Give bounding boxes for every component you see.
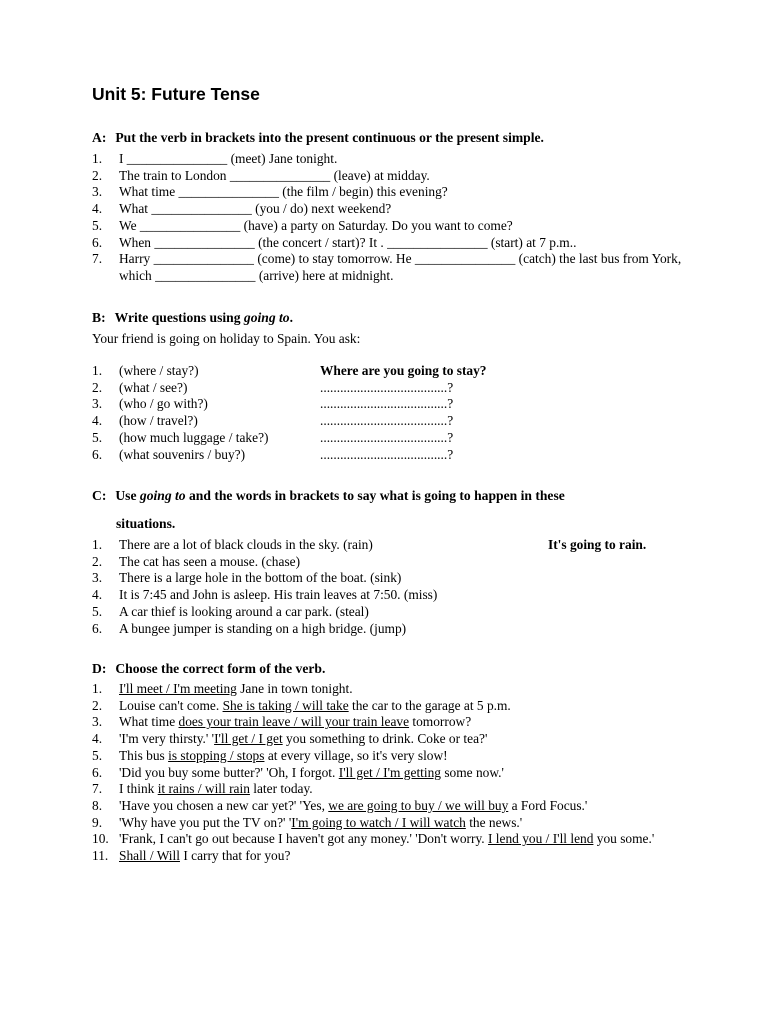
item-text-before: 'Have you chosen a new car yet?' 'Yes, — [119, 797, 329, 813]
item-number: 2. — [92, 553, 103, 569]
list-item — [92, 798, 688, 815]
section-d-instruction: Choose the correct form of the verb. — [115, 661, 326, 676]
item-prompt: (who / go with?) — [119, 396, 208, 412]
section-a-instruction: Put the verb in brackets into the present continuous or the present simple. — [115, 130, 544, 145]
section-c-heading — [92, 488, 565, 504]
list-item — [92, 554, 688, 571]
item-number: 2. — [92, 697, 103, 713]
item-number: 4. — [92, 731, 103, 747]
item-text: The train to London _______________ (leave) at midday. — [119, 167, 430, 183]
list-item — [92, 781, 688, 798]
item-prompt: (where / stay?) — [119, 363, 199, 378]
item-number: 3. — [92, 184, 103, 200]
item-number: 4. — [92, 413, 103, 429]
verb-choice: I'll get / I get — [214, 731, 283, 747]
list-item — [92, 570, 688, 587]
list-item — [92, 201, 688, 218]
list-item — [92, 765, 688, 782]
item-number: 6. — [92, 234, 103, 250]
list-item — [92, 184, 688, 201]
item-number: 2. — [92, 167, 103, 183]
section-a-list — [92, 151, 688, 285]
item-text-before: Louise can't come. — [119, 697, 223, 713]
item-text-after: you something to drink. Coke or tea?' — [282, 731, 488, 747]
verb-choice: does your train leave / will your train leave — [178, 714, 410, 730]
item-number: 7. — [92, 781, 103, 797]
item-text-before: 'I'm very thirsty.' ' — [119, 731, 215, 747]
verb-choice: we are going to buy / we will buy — [328, 797, 509, 813]
verb-choice: I lend you / I'll lend — [487, 831, 594, 847]
item-answer: ......................................? — [320, 413, 454, 429]
item-number: 4. — [92, 587, 103, 603]
section-a-heading — [92, 130, 544, 146]
item-text-before: 'Did you buy some butter?' 'Oh, I forgot. — [119, 764, 339, 780]
item-number: 5. — [92, 603, 103, 619]
section-c-list — [92, 537, 688, 637]
item-number: 3. — [92, 714, 103, 730]
item-text: Harry _______________ (come) to stay tomorrow. He _______________ (catch) the last bus from York, which _______________ (arrive) here at midnight. — [119, 251, 682, 283]
section-b-intro: Your friend is going on holiday to Spain. You ask: — [92, 331, 361, 346]
item-answer: ......................................? — [320, 446, 454, 462]
item-text-before: 'Frank, I can't go out because I haven't got any money.' 'Don't worry. — [119, 831, 488, 847]
list-item — [92, 151, 688, 168]
item-number: 1. — [92, 681, 103, 696]
item-text-before: What time — [119, 714, 179, 730]
list-item — [92, 621, 688, 638]
item-number: 6. — [92, 620, 103, 636]
item-number: 11. — [92, 848, 109, 864]
item-text-after: you some.' — [593, 831, 655, 847]
item-prompt: (what souvenirs / buy?) — [119, 446, 246, 462]
section-d-list — [92, 681, 688, 865]
list-item — [92, 815, 688, 832]
list-item — [92, 413, 688, 430]
item-number: 8. — [92, 797, 103, 813]
item-number: 3. — [92, 570, 103, 586]
list-item — [92, 537, 688, 554]
item-text-after: tomorrow? — [409, 714, 472, 730]
item-text-before: I think — [119, 781, 158, 797]
list-item — [92, 218, 688, 235]
list-item — [92, 168, 688, 185]
item-answer: ......................................? — [320, 429, 454, 445]
item-text-after: I carry that for you? — [179, 848, 291, 864]
item-text: I _______________ (meet) Jane tonight. — [119, 151, 338, 166]
section-d-letter: D: — [92, 661, 107, 676]
section-c-letter: C: — [92, 488, 107, 503]
section-b-instruction-emphasis: going to — [243, 310, 290, 325]
item-number: 5. — [92, 429, 103, 445]
list-item — [92, 731, 688, 748]
verb-choice: I'm going to watch / I will watch — [291, 814, 466, 830]
item-number: 4. — [92, 201, 103, 217]
verb-choice: is stopping / stops — [168, 747, 265, 763]
list-item — [92, 380, 688, 397]
item-text: A bungee jumper is standing on a high bridge. (jump) — [119, 620, 407, 636]
item-number: 6. — [92, 764, 103, 780]
item-number: 5. — [92, 217, 103, 233]
item-text: When _______________ (the concert / start)? It . _______________ (start) at 7 p.m.. — [119, 234, 577, 250]
item-prompt: (what / see?) — [119, 379, 188, 395]
list-item — [92, 587, 688, 604]
item-number: 6. — [92, 446, 103, 462]
list-item — [92, 447, 688, 464]
verb-choice: Shall / Will — [119, 848, 180, 864]
list-item — [92, 251, 688, 284]
item-number: 7. — [92, 251, 103, 267]
list-item — [92, 430, 688, 447]
verb-choice: it rains / will rain — [157, 781, 250, 797]
item-number: 1. — [92, 151, 103, 166]
item-text-after: the car to the garage at 5 p.m. — [348, 697, 511, 713]
item-text-before: This bus — [119, 747, 169, 763]
item-number: 2. — [92, 379, 103, 395]
item-text: There are a lot of black clouds in the sky. (rain) — [119, 537, 373, 552]
item-number: 10. — [92, 831, 109, 847]
item-text: It is 7:45 and John is asleep. His train leaves at 7:50. (miss) — [119, 587, 438, 603]
item-text-after: some now.' — [441, 764, 504, 780]
section-d-heading — [92, 661, 325, 677]
item-answer: It's going to rain. — [548, 537, 647, 552]
item-text-after: Jane in town tonight. — [236, 681, 353, 696]
list-item — [92, 698, 688, 715]
item-number: 1. — [92, 363, 103, 378]
verb-choice: She is taking / will take — [222, 697, 349, 713]
section-b-instruction-end: . — [289, 310, 293, 325]
item-text: What _______________ (you / do) next weekend? — [119, 201, 392, 217]
item-number: 1. — [92, 537, 103, 552]
item-text: A car thief is looking around a car park. (steal) — [119, 603, 369, 619]
section-b-instruction: Write questions using — [114, 310, 244, 325]
list-item — [92, 681, 688, 698]
section-c-instruction: Use — [115, 488, 140, 503]
list-item — [92, 235, 688, 252]
list-item — [92, 604, 688, 621]
item-number: 9. — [92, 814, 103, 830]
item-number: 5. — [92, 747, 103, 763]
item-text-after: the news.' — [465, 814, 523, 830]
item-answer: ......................................? — [320, 396, 454, 412]
item-text: What time _______________ (the film / begin) this evening? — [119, 184, 448, 200]
section-c-instruction-line2: situations. — [116, 516, 176, 531]
item-text-after: later today. — [249, 781, 313, 797]
item-answer: ......................................? — [320, 379, 454, 395]
section-b-list — [92, 363, 688, 463]
section-b-heading — [92, 310, 293, 326]
list-item — [92, 831, 688, 848]
item-prompt: (how much luggage / take?) — [119, 429, 269, 445]
section-b-letter: B: — [92, 310, 106, 325]
list-item — [92, 396, 688, 413]
list-item — [92, 714, 688, 731]
item-answer: Where are you going to stay? — [320, 363, 487, 378]
item-text-before: 'Why have you put the TV on?' ' — [119, 814, 292, 830]
page-title: Unit 5: Future Tense — [92, 84, 260, 104]
list-item — [92, 748, 688, 765]
verb-choice: I'll meet / I'm meeting — [119, 681, 237, 696]
item-text: The cat has seen a mouse. (chase) — [119, 553, 301, 569]
list-item — [92, 363, 688, 380]
verb-choice: I'll get / I'm getting — [338, 764, 441, 780]
list-item — [92, 848, 688, 865]
item-text: We _______________ (have) a party on Saturday. Do you want to come? — [119, 217, 513, 233]
item-number: 3. — [92, 396, 103, 412]
item-prompt: (how / travel?) — [119, 413, 198, 429]
item-text-after: at every village, so it's very slow! — [264, 747, 448, 763]
item-text-after: a Ford Focus.' — [508, 797, 588, 813]
section-c-instruction-cont: and the words in brackets to say what is going to happen in these — [185, 488, 565, 503]
item-text: There is a large hole in the bottom of the boat. (sink) — [119, 570, 402, 586]
section-c-instruction-emphasis: going to — [139, 488, 186, 503]
section-a-letter: A: — [92, 130, 107, 145]
